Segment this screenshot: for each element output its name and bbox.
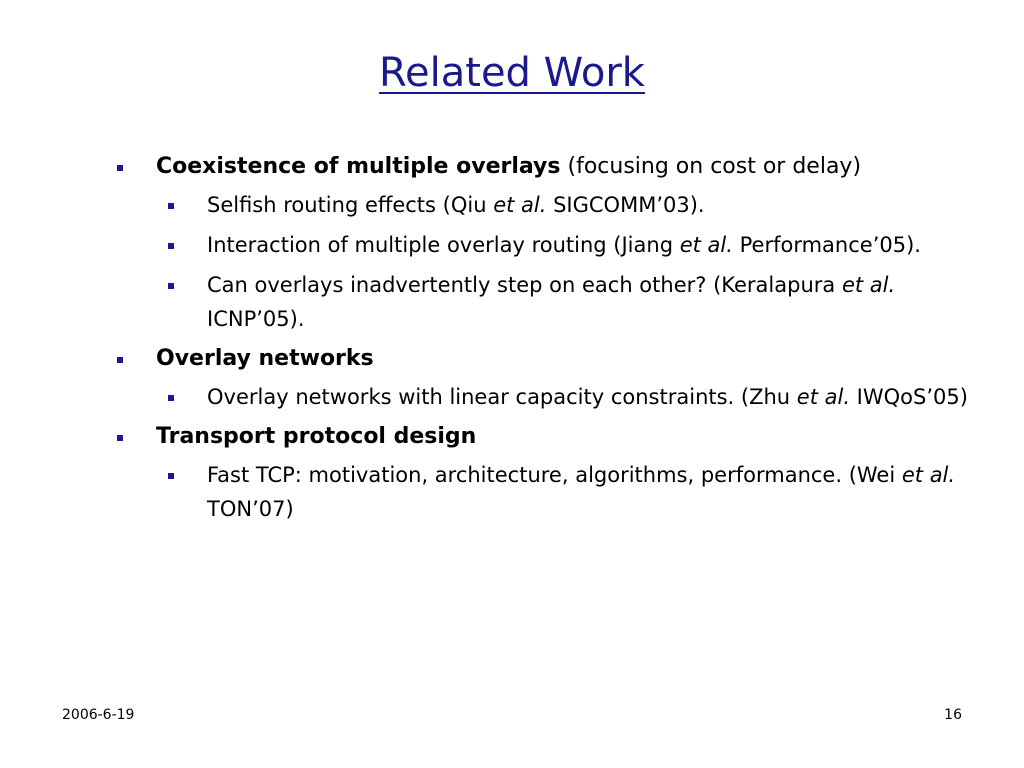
citation-text: IWQoS’05) [850, 385, 968, 409]
sub-bullet-text: Fast TCP: motivation, architecture, algorithms, performance. (Wei [207, 463, 902, 487]
square-bullet-icon [117, 165, 123, 171]
sub-bullet-item [110, 380, 980, 414]
sub-bullet-text: Interaction of multiple overlay routing (Jiang [207, 233, 680, 257]
bullet-text: (focusing on cost or delay) [560, 154, 862, 179]
sub-bullet-item [110, 458, 980, 526]
slide-content [110, 150, 980, 532]
citation-text: ICNP’05). [207, 307, 305, 331]
bullet-heading: Overlay networks [156, 346, 374, 371]
sub-bullet-item [110, 188, 980, 222]
square-bullet-icon [117, 435, 123, 441]
slide-title: Related Work [379, 50, 645, 96]
bullet-heading: Coexistence of multiple overlays [156, 154, 561, 179]
et-al-text: et al. [493, 193, 547, 217]
et-al-text: et al. [841, 273, 896, 297]
square-bullet-icon [168, 395, 174, 401]
page-number: 16 [944, 707, 962, 723]
bullet-item-overlay-networks [110, 342, 980, 376]
square-bullet-icon [168, 203, 174, 209]
bullet-item-transport-protocol [110, 420, 980, 454]
footer-date: 2006-6-19 [62, 707, 135, 723]
bullet-item-coexistence [110, 150, 980, 184]
square-bullet-icon [168, 243, 174, 249]
square-bullet-icon [117, 357, 123, 363]
sub-bullet-item [110, 228, 980, 262]
sub-bullet-item [110, 268, 980, 336]
et-al-text: et al. [796, 385, 850, 409]
et-al-text: et al. [679, 233, 733, 257]
sub-bullet-text: Overlay networks with linear capacity constraints. (Zhu [207, 385, 797, 409]
citation-text: Performance’05). [732, 233, 921, 257]
square-bullet-icon [168, 283, 174, 289]
square-bullet-icon [168, 473, 174, 479]
et-al-text: et al. [901, 463, 956, 487]
sub-bullet-text: Selfish routing effects (Qiu [207, 193, 494, 217]
citation-text: TON’07) [207, 497, 294, 521]
sub-bullet-text: Can overlays inadvertently step on each other? (Keralapura [207, 273, 842, 297]
bullet-heading: Transport protocol design [156, 424, 477, 449]
citation-text: SIGCOMM’03). [546, 193, 705, 217]
